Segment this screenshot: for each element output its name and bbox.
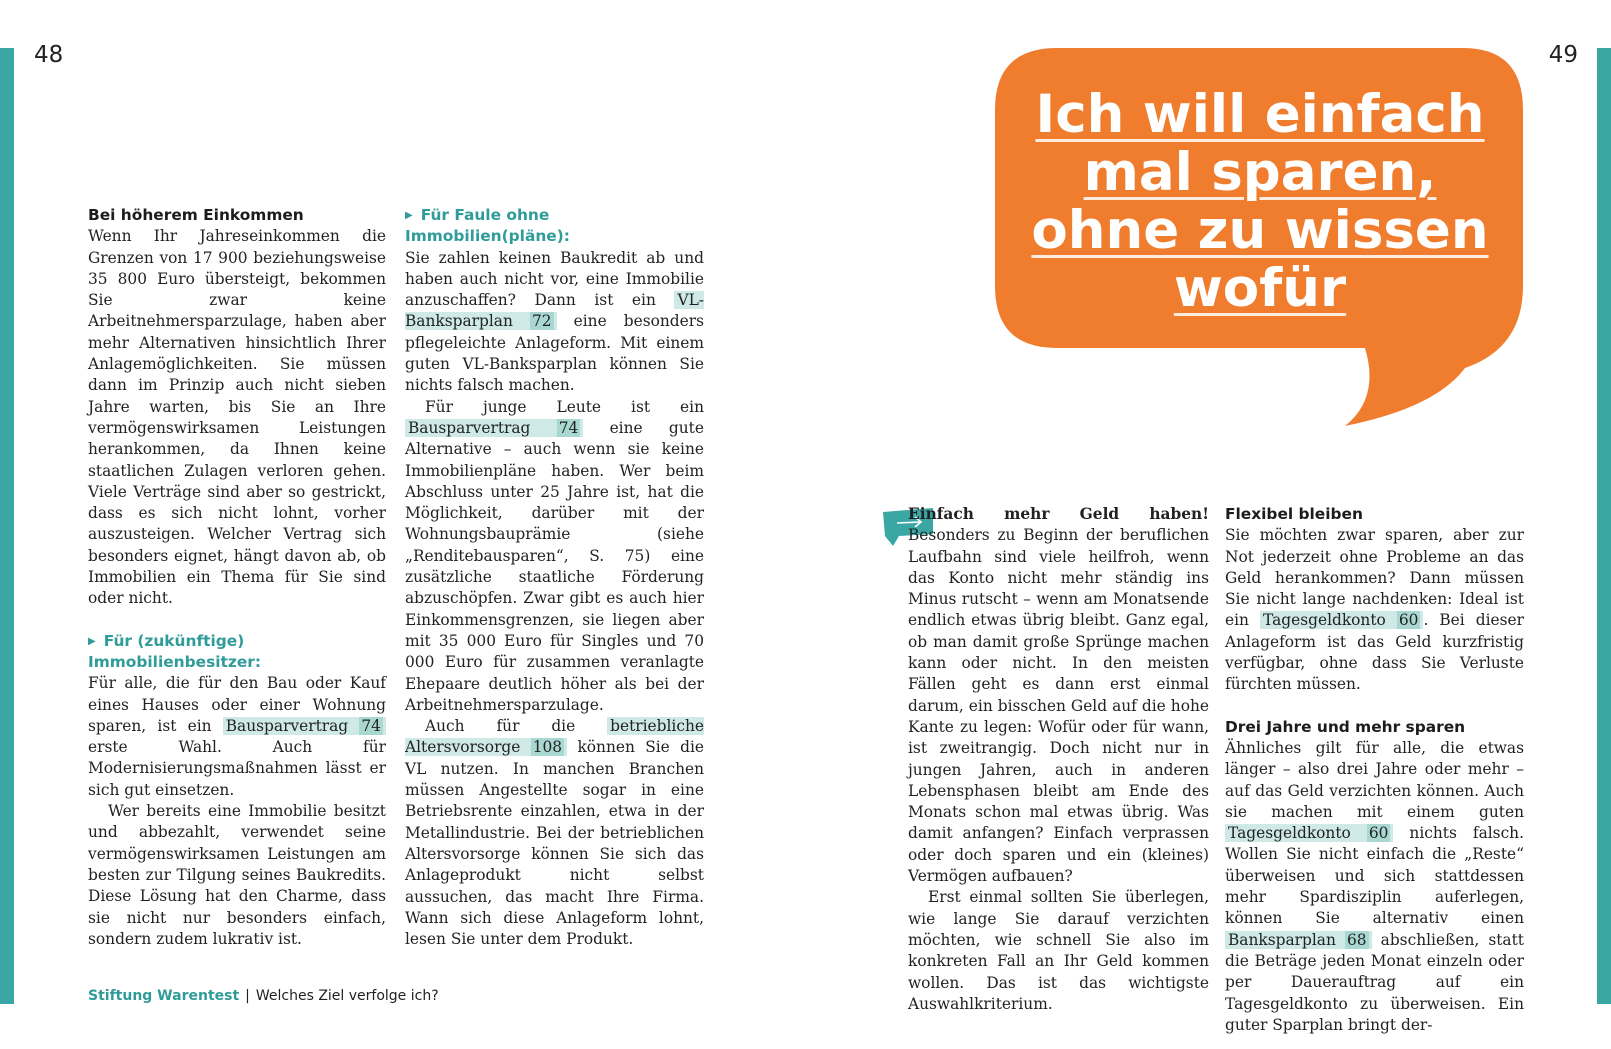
left-page-edge-bar bbox=[0, 48, 14, 1004]
heading-three-years: Drei Jahre und mehr sparen bbox=[1225, 717, 1466, 736]
heading-stay-flexible: Flexibel bleiben bbox=[1225, 505, 1363, 523]
column-2 bbox=[405, 205, 704, 950]
triangle-right-icon: ▶ bbox=[405, 210, 413, 221]
heading-higher-income: Bei höherem Einkommen bbox=[88, 206, 304, 224]
triangle-right-icon: ▶ bbox=[88, 635, 96, 647]
page-number-right: 49 bbox=[1548, 42, 1578, 68]
cross-reference-link[interactable]: Bausparvertrag 74 bbox=[405, 419, 583, 437]
headline-line-1: Ich will einfach bbox=[1035, 84, 1485, 145]
right-page-edge-bar bbox=[1597, 48, 1611, 1004]
heading-lazy-no-property: ▶ Für Faule ohne Immobilien(pläne): bbox=[405, 206, 570, 246]
cross-reference-link[interactable]: VL-Banksparplan 72 bbox=[405, 291, 704, 331]
cross-reference-link[interactable]: betriebliche Altersvorsorge 108 bbox=[405, 717, 704, 757]
paragraph: Sie zahlen keinen Baukredit ab und haben auch nicht vor, eine Immobilie anzuschaffen? Dann ist ein VL-Banksparplan 72 eine besonders pflegeleichte Anlageform. Mit einem guten VL-Banksparplan können Sie nichts falsch machen. bbox=[405, 248, 704, 395]
column-4 bbox=[1225, 504, 1524, 1036]
paragraph: Auch für die betriebliche Altersvorsorge 108 können Sie die VL nutzen. In manchen Branchen müssen Angestellte sogar in eine Betriebsrente einzahlen, etwa in der Metallindustrie. Bei der betrieblichen Altersvorsorge können Sie sich das Anlageprodukt nicht selbst aussuchen, das macht Ihre Firma. Wann sich diese Anlageform lohnt, lesen Sie unter dem Produkt. bbox=[405, 717, 704, 949]
heading-property-owners: ▶ Für (zukünftige) Immobilienbesitzer: bbox=[88, 631, 262, 671]
footer-brand: Stiftung Warentest bbox=[88, 988, 240, 1004]
paragraph: Für alle, die für den Bau oder Kauf eines Hauses oder einer Wohnung sparen, ist ein Bausparvertrag 74 erste Wahl. Auch für Modernisierungsmaßnahmen lässt er sich gut einsetzen. bbox=[88, 674, 386, 799]
headline-line-2: mal sparen, bbox=[1083, 142, 1437, 203]
cross-reference-link[interactable]: Tagesgeldkonto 60 bbox=[1225, 824, 1393, 842]
paragraph: Erst einmal sollten Sie überlegen, wie lange Sie darauf verzichten möchten, wie schnell Sie also im konkreten Fall an Ihr Geld kommen wollen. Das ist das wichtigste Auswahlkriterium. bbox=[908, 888, 1209, 1013]
footer-chapter: Welches Ziel verfolge ich? bbox=[255, 988, 439, 1004]
paragraph: Wer bereits eine Immobilie besitzt und abbezahlt, verwendet seine vermögenswirksamen Leistungen am besten zur Tilgung seines Baukredits. Diese Lösung hat den Charme, dass sie nicht nur besonders einfach, sondern zudem lukrativ ist. bbox=[88, 802, 386, 948]
paragraph: Ähnliches gilt für alle, die etwas länger – also drei Jahre oder mehr – auf das Geld verzichten können. Auch sie machen mit einem guten Tagesgeldkonto 60 nichts falsch. Wollen Sie nicht einfach die „Reste“ überweisen und sich stattdessen mehr Spardisziplin auferlegen, können Sie alternativ einen Banksparplan 68 abschließen, statt die Beträge jeden Monat einzeln oder per Dauerauftrag auf ein Tagesgeldkonto zu überweisen. Ein guter Sparplan bringt der- bbox=[1225, 738, 1524, 1034]
paragraph: Wenn Ihr Jahreseinkommen die Grenzen von 17 900 beziehungsweise 35 800 Euro übersteigt, bekommen Sie zwar keine Arbeitnehmersparzulage, haben aber mehr Alternativen hinsichtlich Ihrer Anlagemöglichkeiten. Sie müssen dann im Prinzip auch nicht sieben Jahre warten, bis Sie an Ihre vermögenswirksamen Leistungen herankommen, da Ihnen keine staatlichen Zulagen verloren gehen. Viele Verträge sind aber so gestrickt, dass es sich nicht lohnt, vorher auszusteigen. Welcher Vertrag sich besonders eignet, hängt davon ab, ob Immobilien ein Thema für Sie sind oder nicht. bbox=[88, 227, 386, 608]
headline-line-4: wofür bbox=[1173, 258, 1347, 319]
cross-reference-link[interactable]: Bausparvertrag 74 bbox=[223, 717, 386, 735]
paragraph: Für junge Leute ist ein Bausparvertrag 74 eine gute Alternative – auch wenn sie keine Immobilienpläne haben. Wer beim Abschluss unter 25 Jahre ist, hat die Möglichkeit, darüber mit der Wohnungsbauprämie (siehe „Renditebausparen“, S. 75) eine zusätzliche staatliche Förderung abzuschöpfen. Zwar gibt es auch hier Einkommensgrenzen, sie liegen aber mit 35 000 Euro für Singles und 70 000 Euro für zusammen veranlagte Ehepaare deutlich höher als bei der Arbeitnehmersparzulage. bbox=[405, 397, 704, 714]
column-1 bbox=[88, 205, 386, 950]
paragraph: Sie möchten zwar sparen, aber zur Not jederzeit ohne Probleme an das Geld herankommen? Dann müssen Sie nicht lange nachdenken: Ideal ist ein Tagesgeldkonto 60 . Bei dieser Anlageform ist das Geld kurzfristig verfügbar, ohne dass Sie Verluste fürchten müssen. bbox=[1225, 526, 1524, 694]
footer-separator: | bbox=[245, 988, 250, 1004]
page-number-left: 48 bbox=[34, 42, 64, 68]
cross-reference-link[interactable]: Banksparplan 68 bbox=[1225, 931, 1372, 949]
footer bbox=[88, 988, 439, 1004]
paragraph: Einfach mehr Geld haben! Besonders zu Beginn der beruflichen Laufbahn sind viele heilfroh, wenn das Konto nicht mehr ständig ins Minus rutscht – wenn am Monatsende endlich etwas übrig bleibt. Ganz egal, ob man damit große Sprünge machen kann oder nicht. In den meisten Fällen geht es dann erst einmal darum, ein bisschen Geld auf die hohe Kante zu legen: Wofür oder für wann, ist zweitrangig. Doch nicht nur in jungen Jahren, auch in anderen Lebensphasen bleibt am Ende des Monats schon mal etwas übrig. Was damit anfangen? Einfach verprassen oder doch sparen und ein (kleines) Vermögen aufbauen? bbox=[908, 505, 1209, 886]
headline-line-3: ohne zu wissen bbox=[1031, 200, 1489, 261]
headline bbox=[1005, 86, 1515, 318]
column-3 bbox=[908, 504, 1209, 1015]
lead-heading: Einfach mehr Geld haben! bbox=[908, 505, 1209, 523]
cross-reference-link[interactable]: Tagesgeldkonto 60 bbox=[1260, 611, 1423, 629]
